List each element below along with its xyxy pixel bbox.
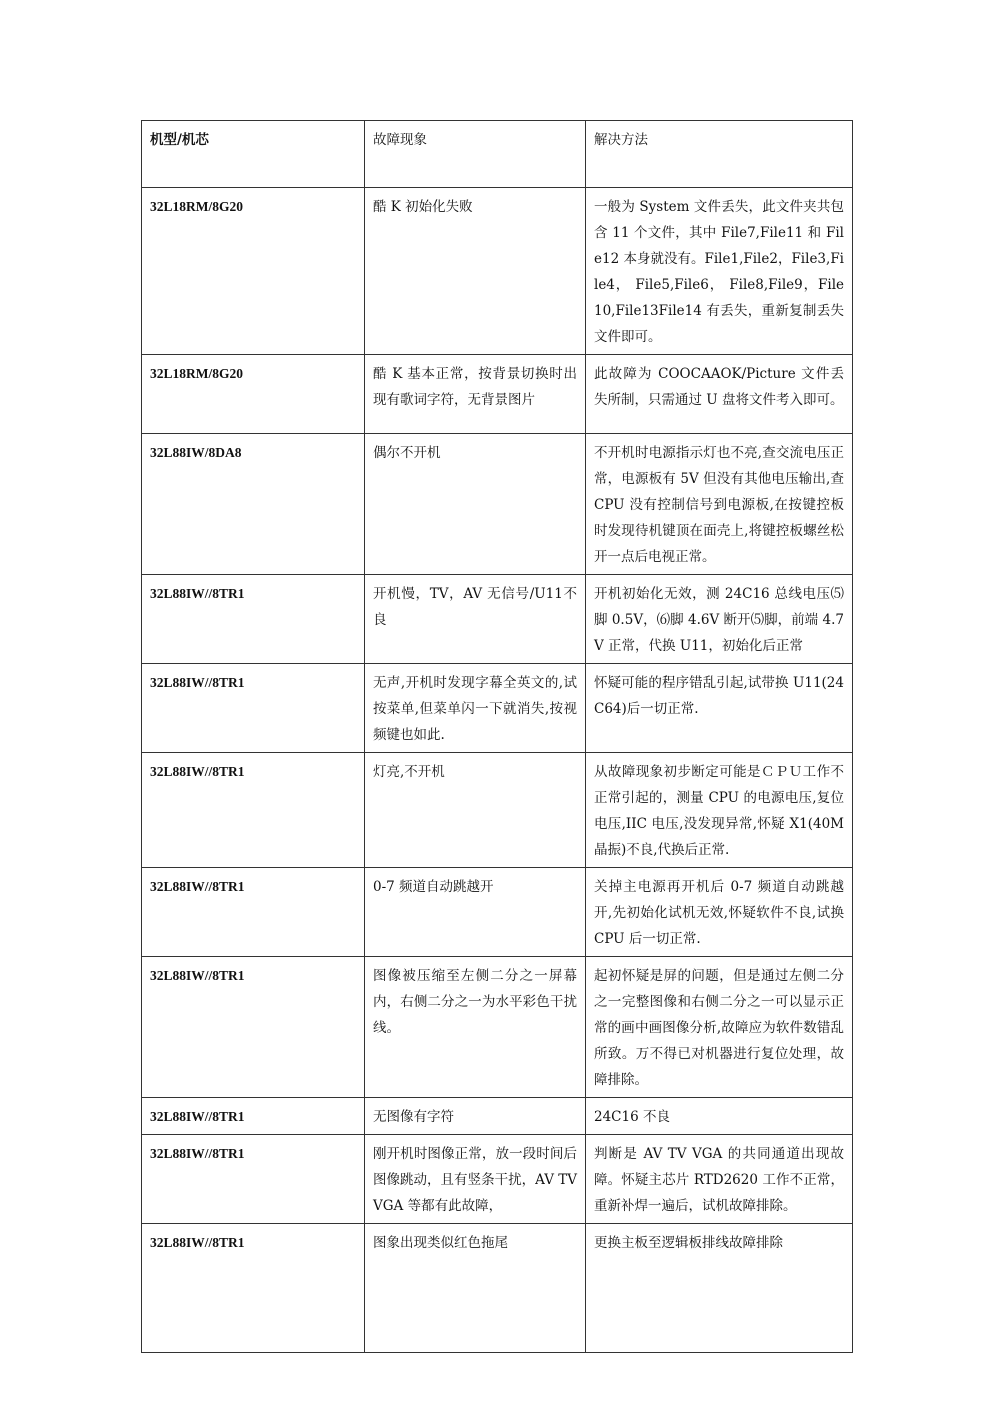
- cell-solution: 起初怀疑是屏的问题，但是通过左侧二分之一完整图像和右侧二分之一可以显示正常的画中画图像分析,故障应为软件数错乱所致。万不得已对机器进行复位处理，故障排除。: [586, 957, 853, 1098]
- cell-solution: 怀疑可能的程序错乱引起,试带换 U11(24C64)后一切正常.: [586, 664, 853, 753]
- table-row: [142, 957, 853, 1098]
- table-row: [142, 1135, 853, 1224]
- cell-symptom: 无声,开机时发现字幕全英文的,试按菜单,但菜单闪一下就消失,按视频键也如此.: [365, 664, 586, 753]
- cell-model: 32L88IW//8TR1: [142, 1135, 365, 1224]
- cell-symptom: 0-7 频道自动跳越开: [365, 868, 586, 957]
- cell-model: 32L88IW//8TR1: [142, 957, 365, 1098]
- cell-symptom: 灯亮,不开机: [365, 753, 586, 868]
- cell-symptom: 图像被压缩至左侧二分之一屏幕内，右侧二分之一为水平彩色干扰线。: [365, 957, 586, 1098]
- cell-solution: 不开机时电源指示灯也不亮,查交流电压正常，电源板有 5V 但没有其他电压输出,查 CPU 没有控制信号到电源板,在按键控板时发现待机键顶在面壳上,将键控板螺丝松开一点后电视正常。: [586, 434, 853, 575]
- cell-model: 32L88IW//8TR1: [142, 1224, 365, 1353]
- cell-symptom: 偶尔不开机: [365, 434, 586, 575]
- table-row: [142, 1098, 853, 1135]
- cell-model: 32L88IW//8TR1: [142, 753, 365, 868]
- table-row: [142, 188, 853, 355]
- table-row: [142, 1224, 853, 1353]
- header-model: 机型/机芯: [142, 121, 365, 188]
- cell-symptom: 无图像有字符: [365, 1098, 586, 1135]
- cell-symptom: 图象出现类似红色拖尾: [365, 1224, 586, 1353]
- cell-model: 32L88IW//8TR1: [142, 575, 365, 664]
- cell-solution: 24C16 不良: [586, 1098, 853, 1135]
- cell-solution: 关掉主电源再开机后 0-7 频道自动跳越开,先初始化试机无效,怀疑软件不良,试换 CPU 后一切正常.: [586, 868, 853, 957]
- cell-symptom: 酷 K 基本正常，按背景切换时出现有歌词字符，无背景图片: [365, 355, 586, 434]
- table-header-row: [142, 121, 853, 188]
- table-row: [142, 355, 853, 434]
- cell-model: 32L18RM/8G20: [142, 188, 365, 355]
- cell-solution: 从故障现象初步断定可能是ＣＰＵ工作不正常引起的，测量 CPU 的电源电压,复位电压,IIC 电压,没发现异常,怀疑 X1(40M 晶振)不良,代换后正常.: [586, 753, 853, 868]
- cell-solution: 开机初始化无效，测 24C16 总线电压⑸脚 0.5V，⑹脚 4.6V 断开⑸脚，前端 4.7V 正常，代换 U11，初始化后正常: [586, 575, 853, 664]
- cell-solution: 判断是 AV TV VGA 的共同通道出现故障。怀疑主芯片 RTD2620 工作不正常，重新补焊一遍后，试机故障排除。: [586, 1135, 853, 1224]
- cell-symptom: 酷 K 初始化失败: [365, 188, 586, 355]
- table-row: [142, 575, 853, 664]
- fault-table: [141, 120, 853, 1353]
- cell-solution: 一般为 System 文件丢失，此文件夹共包含 11 个文件，其中 File7,File11 和 File12 本身就没有。File1,File2，File3,File4， File5,File6， File8,File9，File10,File13File14 有丢失，重新复制丢失文件即可。: [586, 188, 853, 355]
- cell-model: 32L88IW//8TR1: [142, 664, 365, 753]
- cell-model: 32L18RM/8G20: [142, 355, 365, 434]
- cell-model: 32L88IW/8DA8: [142, 434, 365, 575]
- cell-solution: 此故障为 COOCAAOK/Picture 文件丢失所制，只需通过 U 盘将文件考入即可。: [586, 355, 853, 434]
- table-row: [142, 868, 853, 957]
- cell-symptom: 开机慢，TV，AV 无信号/U11不良: [365, 575, 586, 664]
- cell-solution: 更换主板至逻辑板排线故障排除: [586, 1224, 853, 1353]
- header-solution: 解决方法: [586, 121, 853, 188]
- cell-model: 32L88IW//8TR1: [142, 868, 365, 957]
- cell-symptom: 刚开机时图像正常，放一段时间后图像跳动，且有竖条干扰，AV TV VGA 等都有此故障，: [365, 1135, 586, 1224]
- table-row: [142, 434, 853, 575]
- table-row: [142, 664, 853, 753]
- header-symptom: 故障现象: [365, 121, 586, 188]
- cell-model: 32L88IW//8TR1: [142, 1098, 365, 1135]
- table-row: [142, 753, 853, 868]
